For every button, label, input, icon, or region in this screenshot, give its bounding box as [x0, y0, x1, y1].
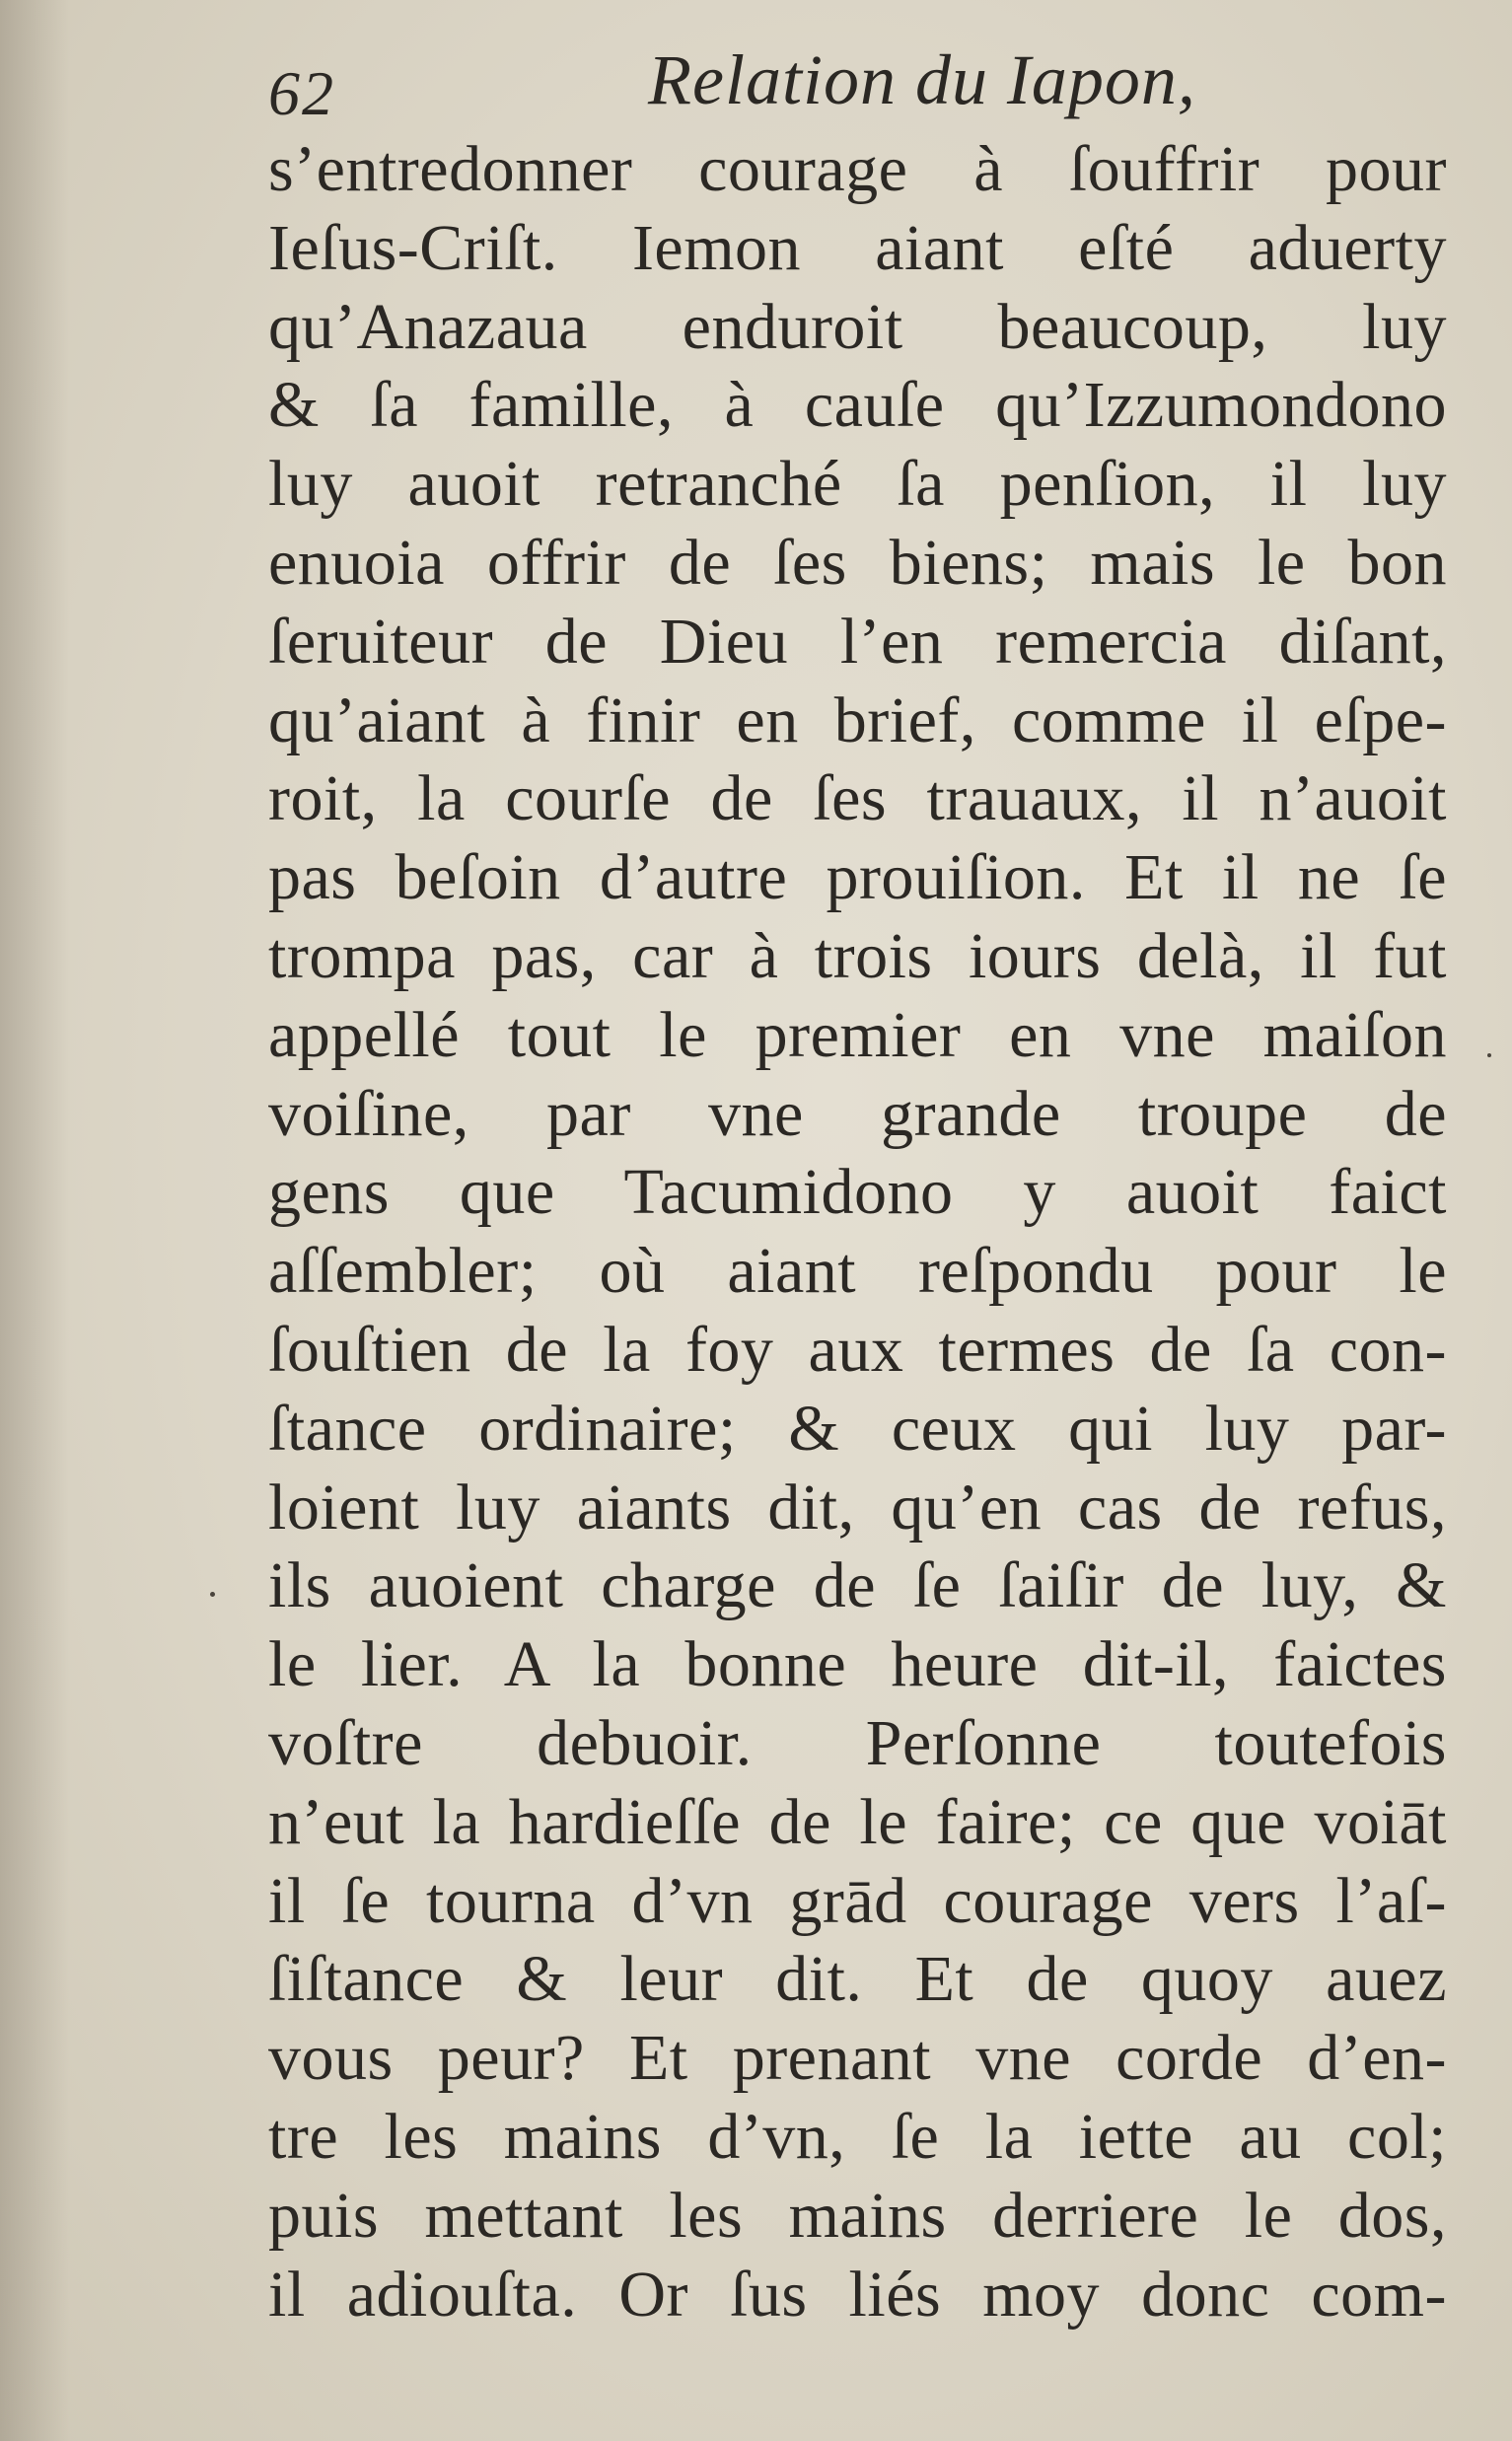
text-line: loient luy aiants dit, qu’en cas de refus,	[268, 1471, 1447, 1544]
text-line: gens que Tacumidono y auoit faict	[268, 1156, 1447, 1229]
body-text	[268, 130, 1447, 2333]
text-line: qu’aiant à finir en brief, comme il eſpe-	[268, 683, 1447, 756]
text-line: luy auoit retranché ſa penſion, il luy	[268, 448, 1447, 521]
text-line: vous peur? Et prenant vne corde d’en-	[268, 2022, 1447, 2095]
text-line: ſtance ordinaire; & ceux qui luy par-	[268, 1392, 1447, 1465]
text-line: ſiſtance & leur dit. Et de quoy auez	[268, 1943, 1447, 2016]
text-line: tre les mains d’vn, ſe la iette au col;	[268, 2100, 1447, 2173]
text-line: ils auoient charge de ſe ſaiſir de luy, &	[268, 1549, 1447, 1622]
text-line: & ſa famille, à cauſe qu’Izzumondono	[268, 369, 1447, 442]
text-line: puis mettant les mains derriere le dos,	[268, 2179, 1447, 2252]
text-line: enuoia offrir de ſes biens; mais le bon	[268, 526, 1447, 599]
text-line: pas beſoin d’autre prouiſion. Et il ne ſe	[268, 841, 1447, 914]
page-header	[268, 39, 1452, 133]
text-line: qu’Anazaua enduroit beaucoup, luy	[268, 290, 1447, 363]
page-number: 62	[268, 58, 335, 128]
text-line: voſtre debuoir. Perſonne toutefois	[268, 1706, 1447, 1779]
running-title: Relation du Iapon,	[648, 40, 1196, 119]
text-line: le lier. A la bonne heure dit-il, faictes	[268, 1628, 1447, 1701]
gutter-shadow	[0, 0, 69, 2441]
text-line: aſſembler; où aiant reſpondu pour le	[268, 1235, 1447, 1308]
text-line: il ſe tourna d’vn grād courage vers l’aſ-	[268, 1864, 1447, 1937]
text-line: trompa pas, car à trois iours delà, il fut	[268, 919, 1447, 992]
ink-speck	[1487, 1053, 1491, 1057]
text-line: n’eut la hardieſſe de le faire; ce que voiāt	[268, 1785, 1447, 1858]
text-line: voiſine, par vne grande troupe de	[268, 1077, 1447, 1150]
text-line: il adiouſta. Or ſus liés moy donc com-	[268, 2258, 1447, 2331]
text-line: roit, la courſe de ſes trauaux, il n’auoit	[268, 762, 1447, 835]
ink-speck	[210, 1592, 215, 1597]
text-line: Ieſus-Criſt. Iemon aiant eſté aduerty	[268, 211, 1447, 284]
text-line: s’entredonner courage à ſouffrir pour	[268, 133, 1447, 205]
text-line: appellé tout le premier en vne maiſon	[268, 998, 1447, 1071]
text-line: ſeruiteur de Dieu l’en remercia diſant,	[268, 605, 1447, 678]
text-line: ſouſtien de la foy aux termes de ſa con-	[268, 1313, 1447, 1386]
